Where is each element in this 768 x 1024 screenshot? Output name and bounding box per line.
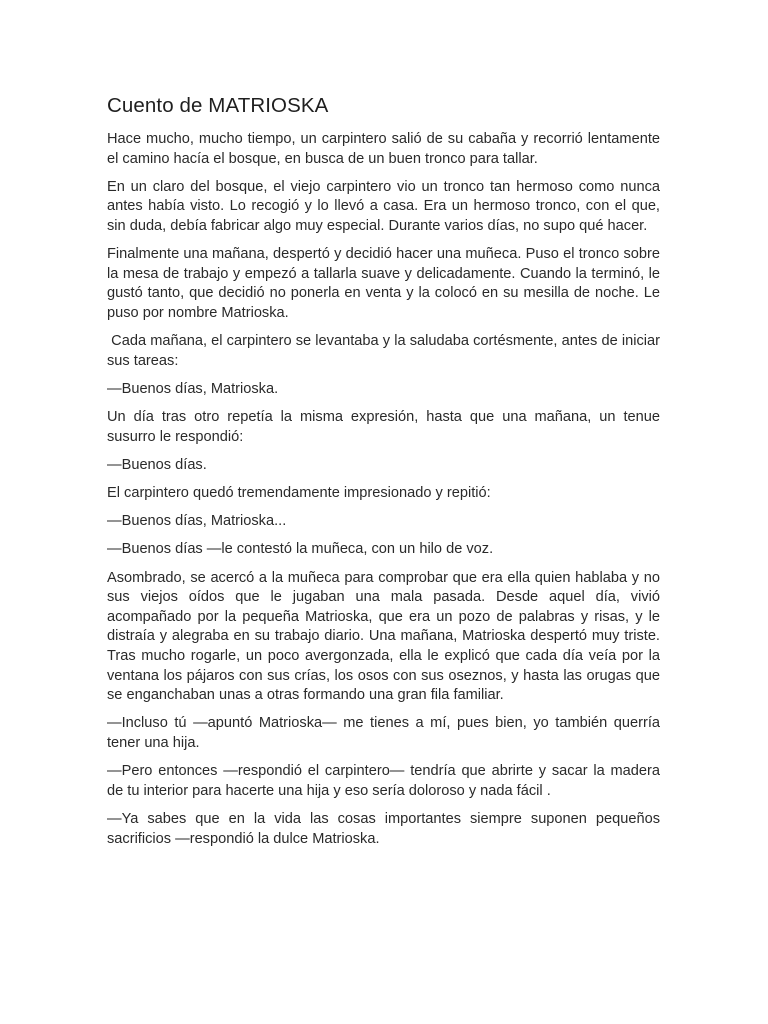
paragraph-3: Finalmente una mañana, despertó y decidió hacer una muñeca. Puso el tronco sobre la mesa de trabajo y empezó a tallarla suave y delicadamente. Cuando la terminó, le gustó tanto, que decidió no ponerla en venta y la colocó en su mesilla de noche. Le puso por nombre Matrioska. [107,246,660,321]
paragraph-11: Asombrado, se acercó a la muñeca para comprobar que era ella quien hablaba y no sus viejos oídos que le jugaban una mala pasada. Desde aquel día, vivió acompañado por la pequeña Matrioska, que era un pozo de palabras y risas, y le distraía y alegraba en su trabajo diario. Una mañana, Matrioska despertó muy triste. Tras mucho rogarle, un poco avergonzada, ella le explicó que cada día veía por la ventana los pájaros con sus crías, los osos con sus oseznos, y hasta las orugas que se enganchaban unas a otras formando una gran fila familiar. [107,569,660,704]
document-title: Cuento de MATRIOSKA [107,94,329,117]
paragraph-7: —Buenos días. [107,456,207,473]
paragraph-12: —Incluso tú —apuntó Matrioska— me tienes a mí, pues bien, yo también querría tener una hija. [107,715,660,751]
paragraph-9: —Buenos días, Matrioska... [107,513,287,530]
paragraph-14: —Ya sabes que en la vida las cosas importantes siempre suponen pequeños sacrificios —respondió la dulce Matrioska. [107,810,660,847]
paragraph-6: Un día tras otro repetía la misma expresión, hasta que una mañana, un tenue susurro le respondió: [107,409,660,445]
paragraph-2: En un claro del bosque, el viejo carpintero vio un tronco tan hermoso como nunca antes había visto. Lo recogió y lo llevó a casa. Era un hermoso tronco, con el que, sin duda, debía fabricar algo muy especial. Durante varios días, no supo qué hacer. [107,178,660,234]
paragraph-8: El carpintero quedó tremendamente impresionado y repitió: [107,485,491,502]
paragraph-4: Cada mañana, el carpintero se levantaba y la saludaba cortésmente, antes de iniciar sus tareas: [107,333,665,369]
paragraph-13: —Pero entonces —respondió el carpintero— tendría que abrirte y sacar la madera de tu interior para hacerte una hija y eso sería doloroso y nada fácil . [107,763,660,799]
paragraph-5: —Buenos días, Matrioska. [107,380,279,397]
paragraph-1: Hace mucho, mucho tiempo, un carpintero salió de su cabaña y recorrió lentamente el camino hacía el bosque, en busca de un buen tronco para tallar. [107,131,660,167]
paragraph-10: —Buenos días —le contestó la muñeca, con un hilo de voz. [107,541,494,558]
document-page [107,92,665,858]
